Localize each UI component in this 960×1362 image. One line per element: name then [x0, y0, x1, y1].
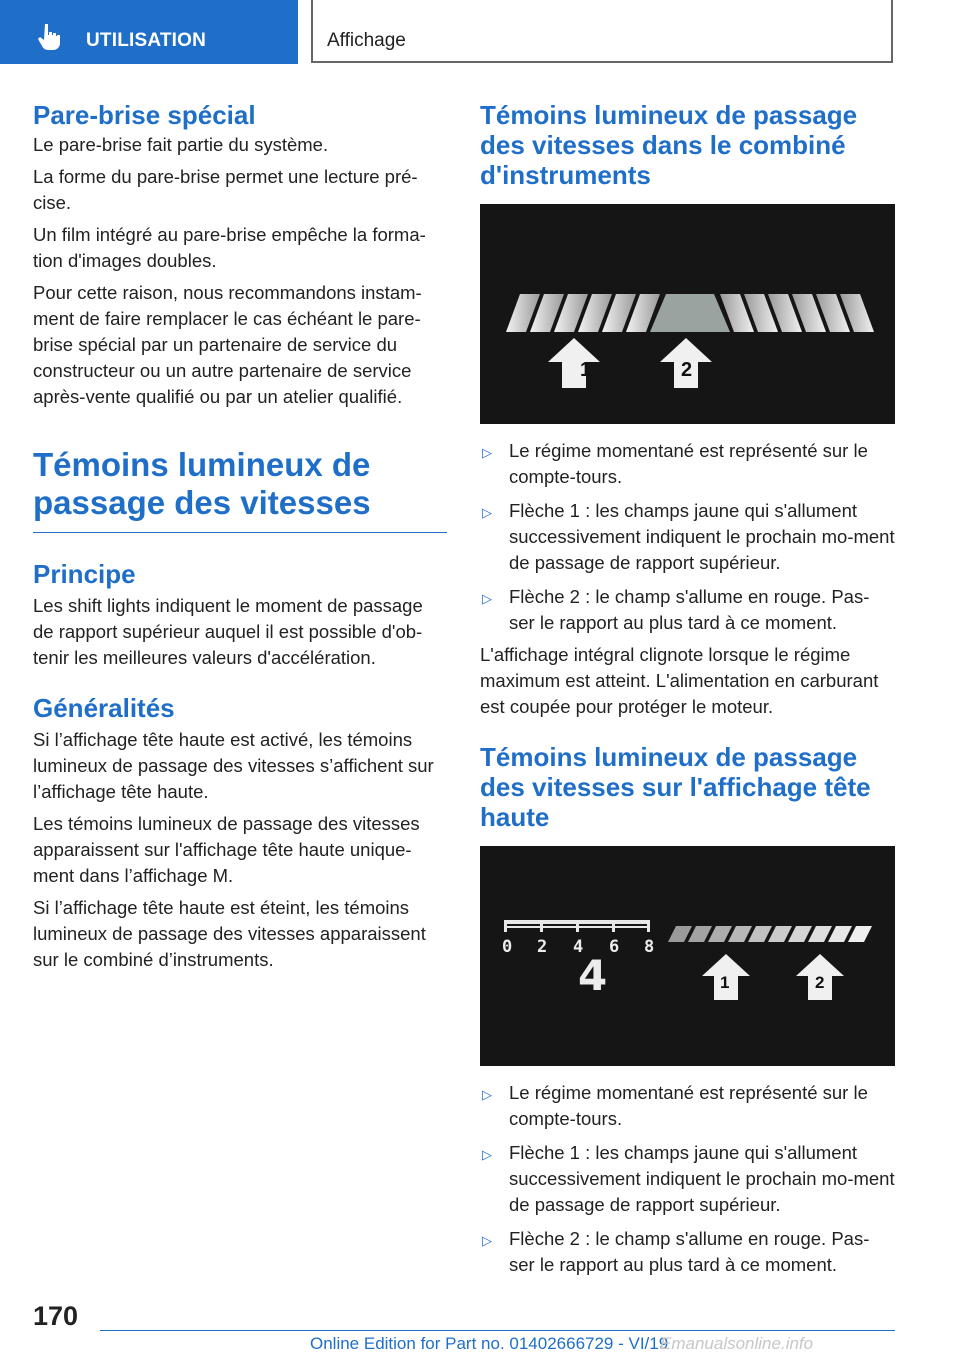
list-item: ▷ Le régime momentané est représenté sur le compte-tours.	[482, 440, 868, 487]
arrow-label-2: 2	[681, 359, 693, 381]
cluster-heading: Témoins lumineux de passage des vitesses dans le combiné d'instruments	[480, 100, 858, 190]
list-item: ▷ Flèche 2 : le champ s'allume en rouge. Pas-ser le rapport au plus tard à ce moment.	[482, 586, 870, 633]
list-item: ▷ Le régime momentané est représenté sur le compte-tours.	[482, 1082, 868, 1129]
cluster-note: L'affichage intégral clignote lorsque le régime maximum est atteint. L'alimentation en carburant est coupée pour protéger le moteur.	[480, 644, 879, 717]
list-item: ▷ Flèche 2 : le champ s'allume en rouge. Pas-ser le rapport au plus tard à ce moment.	[482, 1228, 870, 1275]
arrow-1-icon	[548, 338, 600, 388]
cluster-shift-light-figure	[480, 204, 895, 424]
windshield-paragraph: Un film intégré au pare-brise empêche la forma-tion d'images doubles.	[33, 224, 426, 271]
shift-light-center-field	[650, 294, 730, 332]
cluster-shift-light-illustration	[480, 204, 895, 424]
cluster-bullet-list	[480, 438, 895, 636]
general-paragraph: Si l’affichage tête haute est activé, les témoins lumineux de passage des vitesses s’affichent sur l’affichage tête haute.	[33, 729, 434, 802]
windshield-heading: Pare-brise spécial	[33, 100, 256, 130]
tachometer-scale	[504, 920, 650, 932]
scale-label: 0	[502, 937, 513, 957]
gear-indicator: 4	[578, 951, 608, 1000]
triangle-bullet-icon: ▷	[482, 591, 492, 606]
hud-shift-light-figure	[480, 846, 895, 1066]
edition-text: Online Edition for Part no. 01402666729 - VI/19	[310, 1334, 669, 1353]
hud-shift-light-illustration	[480, 846, 895, 1066]
arrow-label-1: 1	[720, 973, 730, 992]
section-tab	[311, 0, 893, 63]
footer-divider	[100, 1330, 895, 1331]
windshield-paragraph: La forme du pare-brise permet une lecture pré-cise.	[33, 166, 418, 213]
scale-label: 6	[609, 937, 620, 957]
scale-label: 4	[573, 937, 584, 957]
principle-paragraph: Les shift lights indiquent le moment de passage de rapport supérieur auquel il est possible d'ob-tenir les meilleures valeurs d'accélération.	[33, 595, 423, 668]
hud-shift-light-bar	[668, 926, 872, 942]
arrow-label-2: 2	[815, 973, 825, 992]
triangle-bullet-icon: ▷	[482, 1233, 492, 1248]
list-item: ▷ Flèche 1 : les champs jaune qui s'allument successivement indiquent le prochain mo-ment de passage de rapport supérieur.	[482, 1142, 895, 1215]
shift-light-bar-left	[506, 294, 660, 332]
page-header	[0, 0, 960, 66]
hud-heading: Témoins lumineux de passage des vitesses sur l'affichage tête haute	[480, 742, 871, 832]
chapter-label: UTILISATION	[86, 30, 207, 51]
watermark-text: Emanualsonline.info	[660, 1334, 814, 1353]
scale-label: 2	[537, 937, 548, 957]
shift-light-bar-right	[720, 294, 874, 332]
windshield-paragraph: Le pare-brise fait partie du système.	[33, 134, 329, 155]
list-item: ▷ Flèche 1 : les champs jaune qui s'allument successivement indiquent le prochain mo-ment de passage de rapport supérieur.	[482, 500, 895, 573]
right-column	[480, 100, 895, 1286]
windshield-paragraph: Pour cette raison, nous recommandons instam-ment de faire remplacer le cas échéant le pare-brise spécial par un partenaire de service du constructeur ou un autre partenaire de service après-vente qualifié ou par un atelier qualifié.	[33, 282, 422, 407]
triangle-bullet-icon: ▷	[482, 1087, 492, 1102]
general-paragraph: Les témoins lumineux de passage des vitesses apparaissent sur l'affichage tête haute unique-ment dans l’affichage M.	[33, 813, 420, 886]
general-paragraph: Si l’affichage tête haute est éteint, les témoins lumineux de passage des vitesses apparaissent sur le combiné d’instruments.	[33, 897, 426, 970]
section-label: Affichage	[327, 30, 406, 51]
hud-bullet-list	[480, 1080, 895, 1278]
arrow-label-1: 1	[580, 359, 592, 381]
page-number: 170	[33, 1301, 79, 1331]
hand-pointer-icon	[36, 22, 62, 50]
left-column	[33, 100, 447, 973]
chapter-tab	[0, 0, 298, 64]
triangle-bullet-icon: ▷	[482, 505, 492, 520]
scale-label: 8	[644, 937, 655, 957]
principle-heading: Principe	[33, 559, 136, 589]
triangle-bullet-icon: ▷	[482, 1147, 492, 1162]
heading-divider	[33, 532, 447, 533]
shift-lights-heading: Témoins lumineux de passage des vitesses	[33, 446, 371, 521]
triangle-bullet-icon: ▷	[482, 445, 492, 460]
general-heading: Généralités	[33, 693, 175, 723]
